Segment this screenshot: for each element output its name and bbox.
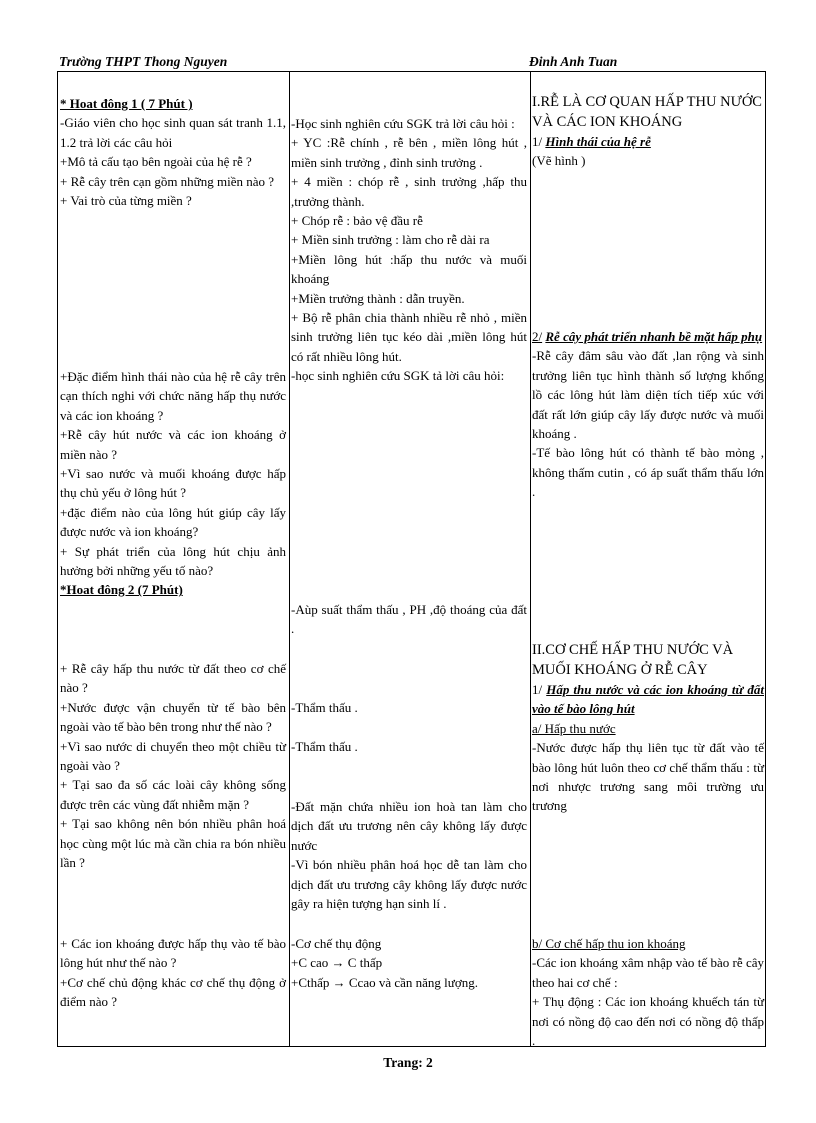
subsection-b-title: b/ Cơ chế hấp thu ion khoáng [532, 936, 686, 951]
col2-block-2 [291, 600, 527, 639]
col1-text: -Giáo viên cho học sinh quan sát tranh 1.1, 1.2 trả lời các câu hỏi [60, 115, 286, 150]
col2-block-6 [291, 934, 527, 992]
col3-text: + Thụ động : Các ion khoáng khuếch tán từ nơi có nồng độ cao đến nơi có nồng độ thấp . [532, 994, 764, 1049]
section-1-subtitle-text: Hình thái của hệ rễ [545, 134, 651, 149]
col1-block-2 [60, 367, 286, 600]
col3-text: -Các ion khoáng xâm nhập vào tế bào rễ cây theo hai cơ chế : [532, 955, 764, 990]
section-3-subtitle-number: 1/ [532, 682, 543, 697]
section-3-subtitle [532, 680, 764, 719]
col2-text: -Cơ chế thụ động [291, 936, 382, 951]
col1-text: + Tại sao đa số các loài cây không sống được trên các vùng đất nhiễm mặn ? [60, 777, 286, 812]
col1-text: + Rễ cây trên cạn gồm những miền nào ? [60, 173, 275, 189]
col2-text: + Bộ rễ phân chia thành nhiều rễ nhỏ , miền sinh trưởng liên tục kéo dài ,miền lông hút có rất nhiều lông hút. [291, 310, 527, 364]
col1-block-3 [60, 659, 286, 872]
col1-text: +Vì sao nước và muối khoáng được hấp thụ chủ yếu ở lông hút ? [60, 466, 286, 501]
section-3b [532, 934, 764, 1050]
col2-text: +Cthấp → Ccao và cần năng lượng. [291, 974, 478, 990]
section-2-subtitle [532, 327, 764, 346]
col1-text: +Đặc điểm hình thái nào của hệ rễ cây trên cạn thích nghi với chức năng hấp thụ nước và các ion khoáng ? [60, 369, 286, 423]
col3-text: -Tế bào lông hút có thành tế bào mỏng , không thấm cutin , có áp suất thẩm thấu lớn . [532, 445, 764, 500]
section-2 [532, 327, 764, 502]
author-name: Đinh Anh Tuan [529, 54, 618, 69]
col1-text: + Sự phát triển của lông hút chịu ảnh hưởng bởi những yếu tố nào? [60, 543, 286, 579]
col2-block-1 [291, 114, 527, 386]
col1-text: +Cơ chế chủ động khác cơ chế thụ động ở điểm nào ? [60, 974, 286, 1010]
col1-text: + Các ion khoáng được hấp thụ vào tế bào lông hút như thế nào ? [60, 936, 286, 971]
col2-text: +Miền trưởng thành : dẫn truyền. [291, 290, 465, 306]
col1-text: +Vì sao nước di chuyển theo một chiều từ ngoài vào ? [60, 738, 286, 774]
col3-text: -Rễ cây đâm sâu vào đất ,lan rộng và sinh trưởng liên tục hình thành số lượng khổng lồ các lông hút làm diện tích tiếp xúc với đất rất lớn giúp cây lấy được nước và muối khoáng . [532, 348, 764, 442]
section-3-title: II.CƠ CHẾ HẤP THU NƯỚC VÀ MUỐI KHOÁNG Ở RỄ CÂY [532, 642, 734, 678]
col2-text: -Aùp suất thẩm thấu , PH ,độ thoáng của đất . [291, 602, 527, 637]
school-name: Trường THPT Thong Nguyen [59, 54, 228, 69]
col1-block-4 [60, 934, 286, 1012]
col2-block-5 [291, 797, 527, 913]
activity-2-heading: *Hoat đông 2 (7 Phút) [60, 582, 183, 598]
teacher-column [58, 72, 290, 1046]
col1-text: +Mô tả cấu tạo bên ngoài của hệ rễ ? [60, 154, 252, 170]
activity-1-heading: * Hoat đông 1 ( 7 Phút ) [60, 96, 193, 111]
col2-text: -Thẩm thấu . [291, 700, 358, 715]
col1-block-1 [60, 94, 286, 210]
col2-text: -Vì bón nhiều phân hoá học dễ tan làm cho dịch đất ưu trương cây không lấy được nước gây ra hiện tượng hạn sinh lí . [291, 857, 527, 912]
col2-text: -học sinh nghiên cứu SGK tả lời câu hỏi: [291, 368, 505, 384]
col1-text: +Nước được vận chuyển từ tế bào bên ngoài vào tế bào bên trong như thế nào ? [60, 699, 286, 735]
section-1-subtitle-number: 1/ [532, 134, 543, 149]
col2-text: + 4 miền : chóp rễ , sinh trưởng ,hấp thu ,trưởng thành. [291, 174, 527, 209]
col1-text: + Tại sao không nên bón nhiều phân hoá học cùng một lúc mà cần chia ra bón nhiều lần ? [60, 816, 286, 871]
col3-text: -Nước được hấp thụ liên tục từ đất vào tế bào lông hút luôn theo cơ chế thẩm thấu : từ nơi nhược trương sang môi trường ưu trương [532, 740, 764, 814]
section-1-subtitle [532, 132, 764, 151]
draw-figure-note: (Vẽ hình ) [532, 153, 586, 169]
col2-text: +Miền lông hút :hấp thu nước và muối khoáng [291, 251, 527, 287]
col2-block-4 [291, 737, 527, 756]
col2-text: -Học sinh nghiên cứu SGK trả lời câu hỏi : [291, 116, 515, 131]
section-3 [532, 640, 764, 816]
section-2-subtitle-text: Rễ cây phát triển nhanh bề mặt hấp phụ [545, 329, 763, 344]
col1-text: + Vai trò của từng miền ? [60, 193, 192, 209]
student-column [289, 72, 531, 1046]
col2-text: + Miền sinh trưởng : làm cho rễ dài ra [291, 232, 490, 248]
section-1 [532, 92, 764, 171]
col2-text: +C cao → C thấp [291, 955, 383, 971]
subsection-a-title: a/ Hấp thu nước [532, 720, 616, 736]
content-column [530, 72, 767, 1049]
col2-text: -Thẩm thấu . [291, 739, 358, 754]
section-3-subtitle-text: Hấp thu nước và các ion khoáng từ đất vào tế bào lông hút [532, 682, 764, 717]
section-1-title: I.RỄ LÀ CƠ QUAN HẤP THU NƯỚC VÀ CÁC ION KHOÁNG [532, 94, 762, 130]
section-2-subtitle-number: 2/ [532, 329, 543, 344]
col1-text: + Rễ cây hấp thu nước từ đất theo cơ chế nào ? [60, 661, 286, 696]
page-header [57, 54, 768, 72]
lesson-table [57, 71, 766, 1047]
col2-block-3 [291, 698, 527, 717]
col1-text: +Rễ cây hút nước và các ion khoáng ở miền nào ? [60, 427, 286, 462]
col2-text: + Chóp rễ : bảo vệ đầu rễ [291, 213, 423, 229]
col2-text: -Đất mặn chứa nhiều ion hoà tan làm cho dịch đất ưu trương nên cây không lấy được nước [291, 799, 527, 853]
col1-text: +đặc điểm nào của lông hút giúp cây lấy được nước và ion khoáng? [60, 504, 286, 540]
col2-text: + YC :Rễ chính , rễ bên , miền lông hút , miền sinh trưởng , đỉnh sinh trưởng . [291, 135, 527, 170]
page-number: Trang: 2 [383, 1055, 433, 1070]
